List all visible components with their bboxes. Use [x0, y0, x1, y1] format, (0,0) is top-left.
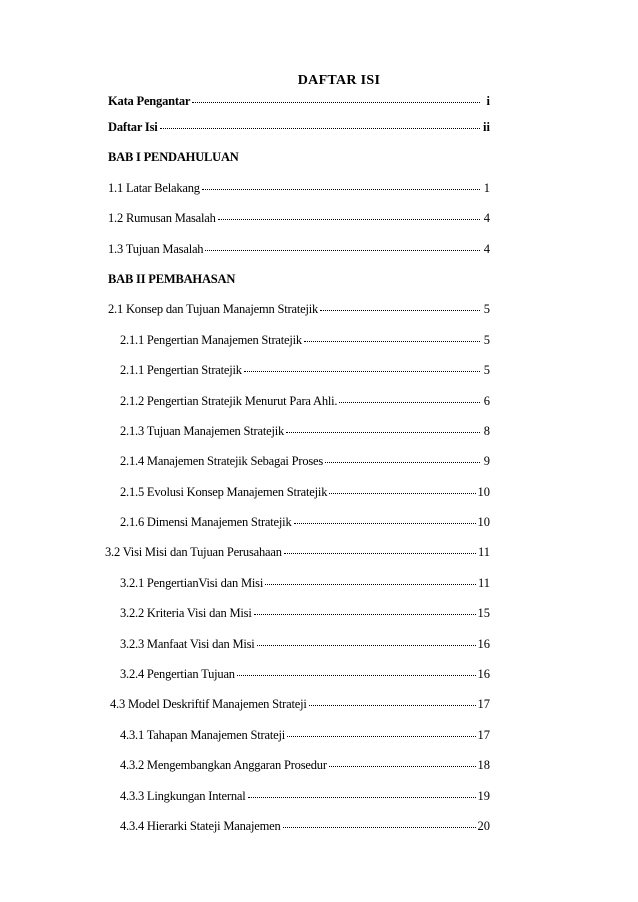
- toc-entry-title: 2.1.5 Evolusi Konsep Manajemen Stratejik: [120, 484, 328, 499]
- toc-dot-leader: [202, 189, 480, 190]
- toc-page-number: 5: [483, 332, 490, 347]
- toc-entry: [108, 242, 490, 272]
- toc-dot-leader: [244, 371, 480, 372]
- table-of-contents: [105, 94, 490, 849]
- toc-dot-leader: [309, 705, 476, 706]
- toc-page-number: 19: [477, 788, 490, 803]
- toc-page-number: 15: [477, 606, 490, 621]
- toc-dot-leader: [160, 128, 480, 129]
- toc-entry-title: 1.2 Rumusan Masalah: [108, 211, 216, 226]
- toc-chapter-heading: [108, 150, 490, 180]
- toc-entry-title: 2.1.1 Pengertian Manajemen Stratejik: [120, 332, 302, 347]
- toc-entry: [108, 728, 490, 758]
- toc-dot-leader: [254, 614, 476, 615]
- toc-page-number: 8: [483, 423, 490, 438]
- toc-entry-title: Daftar Isi: [108, 120, 158, 134]
- toc-dot-leader: [265, 584, 476, 585]
- toc-entry: [108, 606, 490, 636]
- toc-page-number: i: [486, 94, 490, 108]
- toc-entry: [108, 515, 490, 545]
- toc-dot-leader: [218, 219, 480, 220]
- page-title: DAFTAR ISI: [297, 73, 381, 88]
- toc-dot-leader: [192, 102, 480, 103]
- toc-dot-leader: [205, 250, 480, 251]
- toc-entry: [108, 454, 490, 484]
- toc-entry-title: 4.3.1 Tahapan Manajemen Strateji: [120, 727, 286, 742]
- toc-dot-leader: [287, 736, 475, 737]
- toc-page-number: 20: [477, 818, 490, 833]
- toc-entry: [108, 667, 490, 697]
- toc-entry-title: 2.1.3 Tujuan Manajemen Stratejik: [120, 423, 285, 438]
- toc-page-number: 4: [483, 241, 490, 256]
- toc-dot-leader: [286, 432, 480, 433]
- toc-entry: [108, 424, 490, 454]
- toc-entry: [110, 697, 490, 727]
- toc-entry-title: 2.1.2 Pengertian Stratejik Menurut Para Ahli.: [120, 393, 338, 408]
- toc-entry-title: 4.3 Model Deskriftif Manajemen Strateji: [110, 697, 307, 712]
- toc-entry: [108, 363, 490, 393]
- toc-page-number: 4: [483, 211, 490, 226]
- toc-page-number: 11: [477, 575, 490, 590]
- toc-entry: [108, 211, 490, 241]
- toc-entry-title: 4.3.4 Hierarki Stateji Manajemen: [120, 818, 281, 833]
- toc-entry-title: 2.1 Konsep dan Tujuan Manajemn Stratejik: [108, 302, 319, 317]
- toc-page-number: 17: [477, 697, 490, 712]
- toc-page-number: 16: [477, 636, 490, 651]
- toc-entry-title: BAB I PENDAHULUAN: [108, 150, 239, 165]
- toc-page-number: 5: [483, 302, 490, 317]
- toc-dot-leader: [320, 310, 480, 311]
- toc-page-number: 11: [477, 545, 490, 560]
- toc-dot-leader: [237, 675, 476, 676]
- toc-dot-leader: [304, 341, 480, 342]
- toc-entry-title: BAB II PEMBAHASAN: [108, 271, 236, 286]
- toc-entry-title: 1.1 Latar Belakang: [108, 180, 200, 195]
- toc-dot-leader: [283, 827, 476, 828]
- toc-page-number: 6: [483, 393, 490, 408]
- toc-page-number: 5: [483, 363, 490, 378]
- toc-entry: [108, 181, 490, 211]
- toc-dot-leader: [339, 402, 480, 403]
- toc-entry: [108, 758, 490, 788]
- toc-entry-title: 1.3 Tujuan Masalah: [108, 241, 204, 256]
- toc-page-number: ii: [483, 120, 490, 134]
- toc-page-number: 10: [477, 484, 490, 499]
- toc-entry: [105, 545, 490, 575]
- toc-entry: [108, 394, 490, 424]
- toc-dot-leader: [329, 493, 475, 494]
- toc-page-number: 10: [477, 515, 490, 530]
- toc-page-number: 1: [483, 180, 490, 195]
- toc-entry: [108, 333, 490, 363]
- toc-entry: [108, 819, 490, 849]
- toc-entry-title: 3.2.4 Pengertian Tujuan: [120, 667, 235, 682]
- toc-entry-title: 2.1.1 Pengertian Stratejik: [120, 363, 242, 378]
- toc-entry-title: 2.1.6 Dimensi Manajemen Stratejik: [120, 515, 292, 530]
- toc-entry: [108, 302, 490, 332]
- toc-entry-title: 3.2.2 Kriteria Visi dan Misi: [120, 606, 252, 621]
- toc-dot-leader: [248, 797, 476, 798]
- toc-dot-leader: [329, 766, 476, 767]
- toc-chapter-heading: [108, 272, 490, 302]
- toc-dot-leader: [325, 462, 480, 463]
- toc-page-number: 17: [477, 727, 490, 742]
- toc-entry-title: Kata Pengantar: [108, 94, 191, 108]
- toc-dot-leader: [257, 645, 476, 646]
- toc-entry: [108, 576, 490, 606]
- toc-entry: [108, 789, 490, 819]
- toc-entry: [108, 637, 490, 667]
- toc-entry-title: 2.1.4 Manajemen Stratejik Sebagai Proses: [120, 454, 324, 469]
- toc-page-number: 18: [477, 758, 490, 773]
- toc-entry: [108, 120, 490, 150]
- toc-entry-title: 4.3.2 Mengembangkan Anggaran Prosedur: [120, 758, 327, 773]
- toc-entry: [108, 94, 490, 120]
- toc-entry-title: 3.2.1 PengertianVisi dan Misi: [120, 575, 264, 590]
- toc-page-number: 9: [483, 454, 490, 469]
- toc-dot-leader: [284, 553, 476, 554]
- toc-entry: [108, 485, 490, 515]
- toc-page-number: 16: [477, 667, 490, 682]
- toc-dot-leader: [294, 523, 476, 524]
- toc-entry-title: 3.2.3 Manfaat Visi dan Misi: [120, 636, 255, 651]
- toc-entry-title: 4.3.3 Lingkungan Internal: [120, 788, 246, 803]
- toc-entry-title: 3.2 Visi Misi dan Tujuan Perusahaan: [105, 545, 282, 560]
